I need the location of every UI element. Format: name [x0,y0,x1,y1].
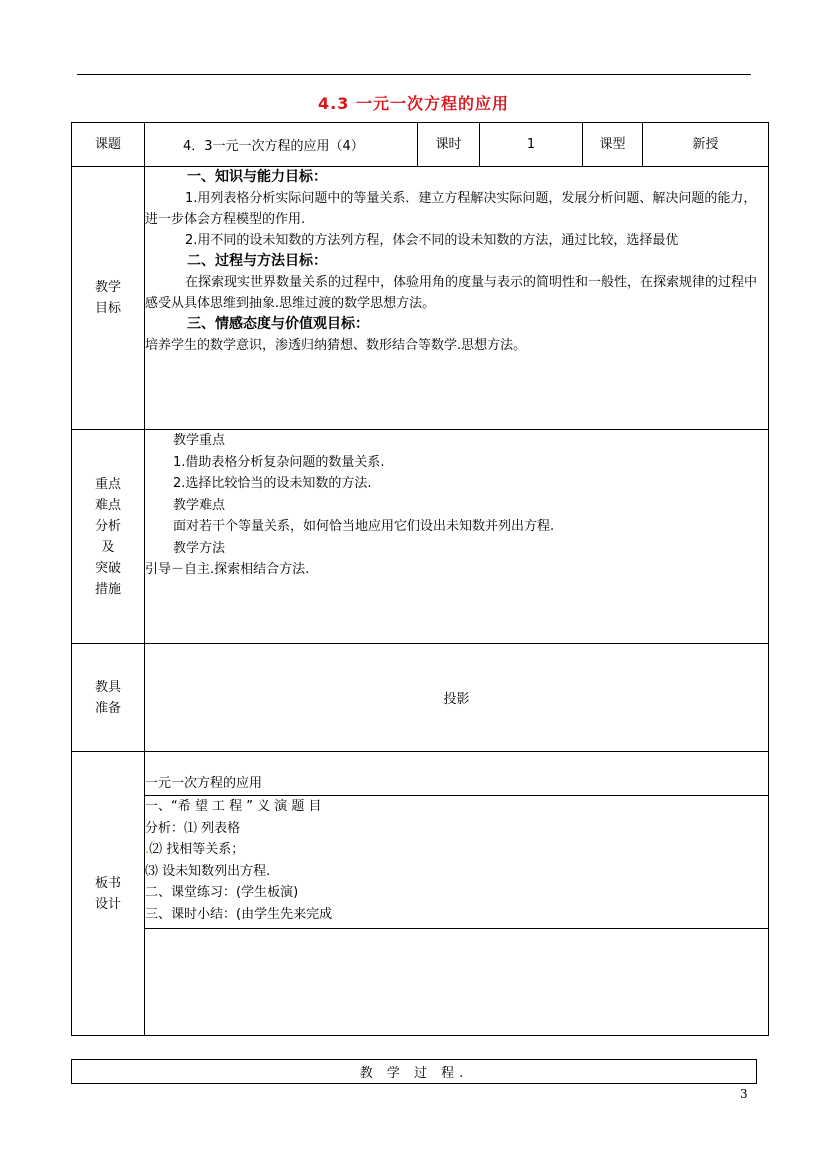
board-empty-row [72,929,769,1036]
goals-content [145,167,769,430]
header-rule [77,74,751,75]
type-value: 新授 [643,123,769,167]
board-content-row [72,796,769,929]
hours-value: 1 [480,123,583,167]
board-line: 三、课时小结：(由学生先来完成 [145,906,333,922]
board-line: .⑵ 找相等关系； [145,842,245,857]
board-heading: 一元一次方程的应用 [145,752,769,796]
key-line: 引导－自主.探索相结合方法. [145,562,310,577]
topic-value: 4．3一元一次方程的应用（4） [145,123,418,167]
process-table [71,1059,757,1084]
topic-label: 课题 [72,123,145,167]
key-line: 教学方法 [173,540,226,556]
board-line: ⑶ 设未知数列出方程. [145,863,271,879]
key-line: 面对若干个等量关系，如何恰当地应用它们设出未知数并列出方程. [173,519,555,534]
goal-heading-3: 三、情感态度与价值观目标： [187,316,369,332]
process-label: 教 学 过 程. [72,1060,757,1084]
key-line: 2.选择比较恰当的设未知数的方法. [173,476,372,491]
tools-label: 教具 准备 [72,644,145,752]
board-label: 板书 设计 [72,752,145,1036]
board-blank-cell [145,929,769,1036]
board-line: 二、课堂练习：(学生板演) [145,885,299,900]
board-line: 分析：⑴ 列表格 [145,820,241,836]
board-content [145,796,769,929]
goal-text-1: 1.用列表格分析实际问题中的等量关系．建立方程解决实际问题，发展分析问题、解决问题的能力，进一步体会方程模型的作用. [145,191,757,227]
goal-heading-2: 二、过程与方法目标： [187,253,327,269]
tools-value: 投影 [145,644,769,752]
hours-label: 课时 [418,123,480,167]
goals-label: 教学 目标 [72,167,145,430]
keys-row [72,430,769,644]
page-title: 4.3 一元一次方程的应用 [318,94,509,113]
lesson-plan-table [71,122,769,1036]
keys-content [145,430,769,644]
header-row [72,123,769,167]
keys-label: 重点 难点 分析 及 突破 措施 [72,430,145,644]
key-line: 教学难点 [173,497,226,513]
goals-row [72,167,769,430]
key-line: 教学重点 [173,433,226,448]
goal-heading-1: 一、知识与能力目标： [187,169,327,185]
board-line: 一、“希 望 工 程 ” 义 演 题 目 [145,799,322,814]
page-number: 3 [740,1087,748,1101]
type-label: 课型 [583,123,643,167]
goal-text-2: 2.用不同的设未知数的方法列方程，体会不同的设未知数的方法，通过比较，选择最优 [185,233,679,248]
tools-row [72,644,769,752]
board-heading-row [72,752,769,796]
goal-text-3: 在探索现实世界数量关系的过程中，体验用角的度量与表示的简明性和一般性，在探索规律的过程中感受从具体思维到抽象.思维过渡的数学思想方法。 [145,275,758,311]
goal-text-4: 培养学生的数学意识，渗透归纳猜想、数形结合等数学.思想方法。 [145,338,527,353]
key-line: 1.借助表格分析复杂问题的数量关系. [173,454,385,470]
